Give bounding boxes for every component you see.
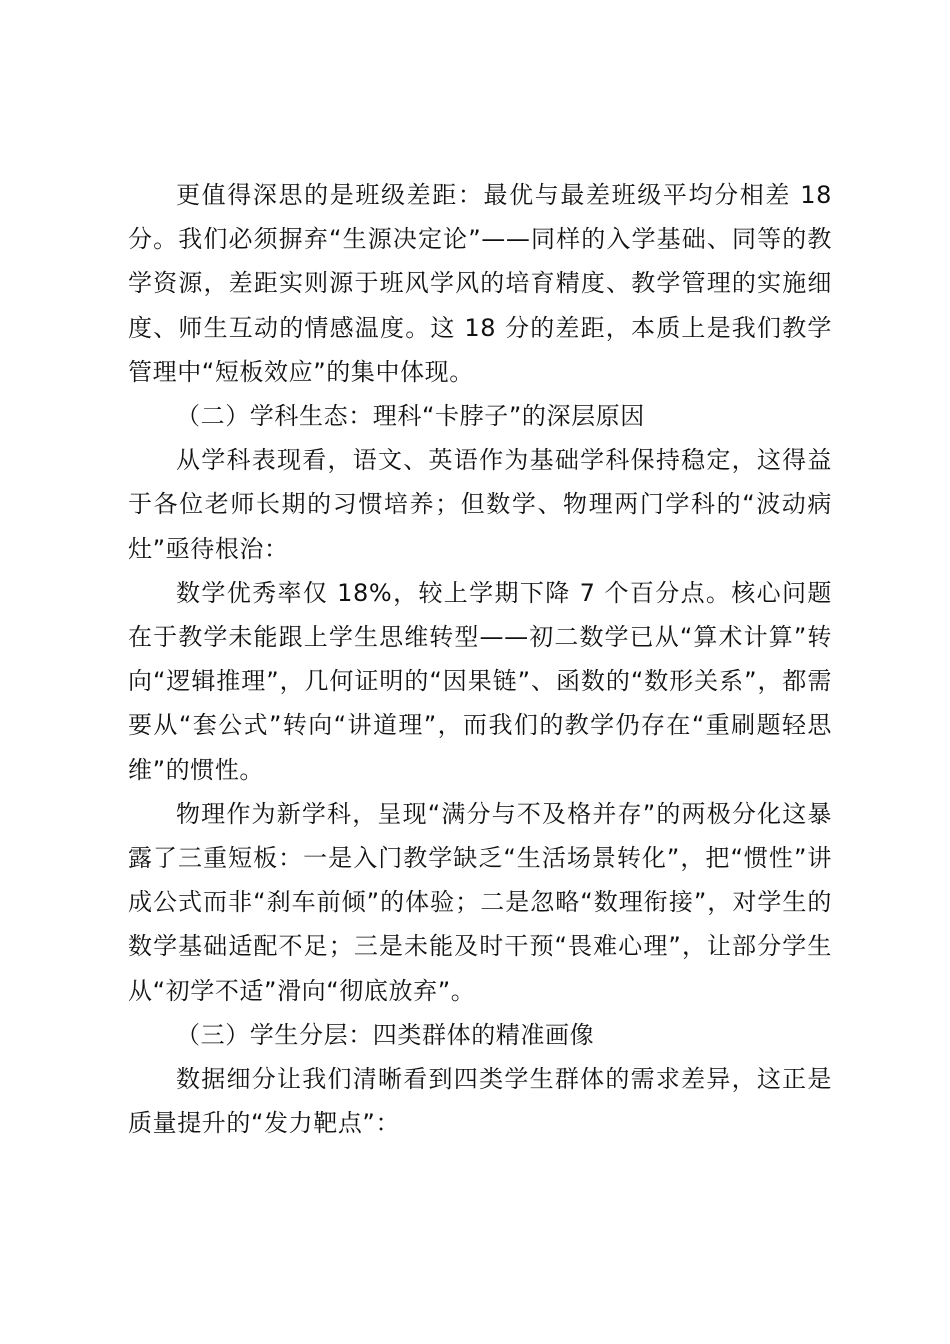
paragraph-student-groups: 数据细分让我们清晰看到四类学生群体的需求差异，这正是质量提升的“发力靶点”：	[128, 1065, 832, 1138]
paragraph-math-analysis: 数学优秀率仅 18%，较上学期下降 7 个百分点。核心问题在于教学未能跟上学生思维转型——初二数学已从“算术计算”转向“逻辑推理”，几何证明的“因果链”、函数的“数形关系”，都需要从“套公式”转向“讲道理”，而我们的教学仍存在“重刷题轻思维”的惯性。	[128, 578, 832, 784]
document-body	[128, 173, 832, 1145]
paragraph-physics-analysis: 物理作为新学科，呈现“满分与不及格并存”的两极分化这暴露了三重短板：一是入门教学缺乏“生活场景转化”，把“惯性”讲成公式而非“刹车前倾”的体验；二是忽略“数理衔接”，对学生的数学基础适配不足；三是未能及时干预“畏难心理”，让部分学生从“初学不适”滑向“彻底放弃”。	[128, 799, 832, 1005]
paragraph-subject-performance: 从学科表现看，语文、英语作为基础学科保持稳定，这得益于各位老师长期的习惯培养；但数学、物理两门学科的“波动病灶”亟待根治：	[128, 446, 832, 563]
section-heading-student-layers: （三）学生分层：四类群体的精准画像	[176, 1020, 595, 1049]
paragraph-class-gap: 更值得深思的是班级差距：最优与最差班级平均分相差 18 分。我们必须摒弃“生源决定论”——同样的入学基础、同等的教学资源，差距实则源于班风学风的培育精度、教学管理的实施细度、师生互动的情感温度。这 18 分的差距，本质上是我们教学管理中“短板效应”的集中体现。	[128, 181, 832, 386]
section-heading-subject-ecology: （二）学科生态：理科“卡脖子”的深层原因	[176, 402, 645, 431]
